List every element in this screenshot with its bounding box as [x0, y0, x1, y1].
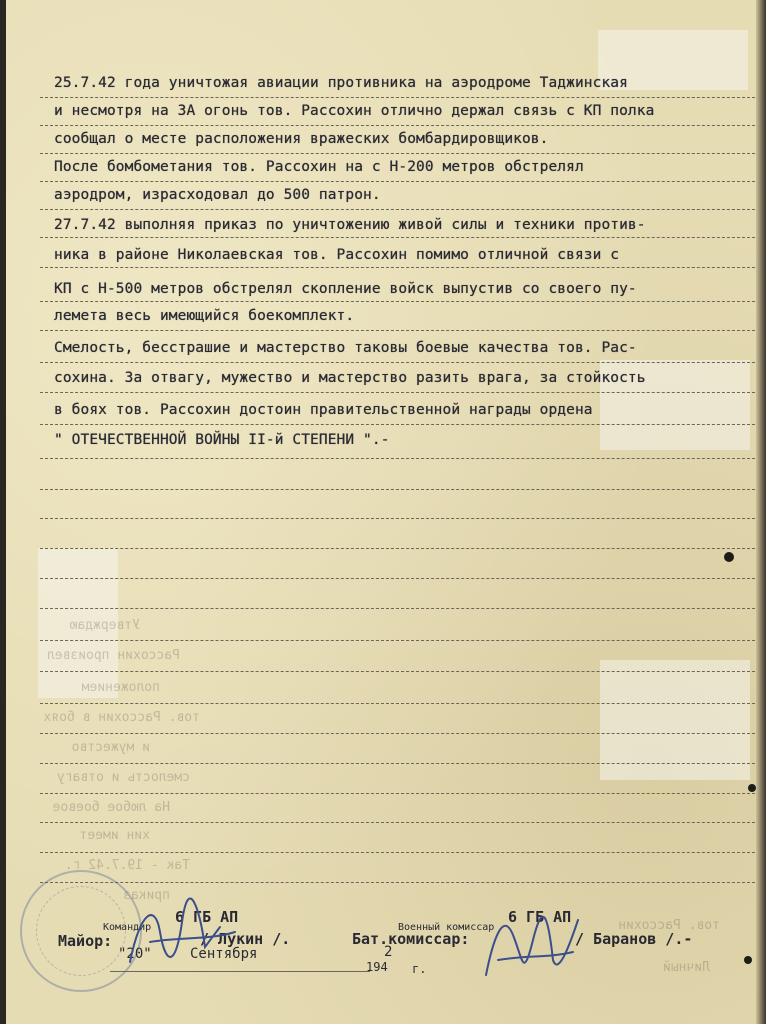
commissar-name: / Баранов /.- — [575, 930, 693, 948]
ruled-line — [40, 458, 755, 459]
body-line: 27.7.42 выполняя приказ по уничтожению живой силы и техники против- — [54, 217, 646, 233]
body-line: в боях тов. Рассохин достоин правительственной награды ордена — [54, 402, 593, 418]
ruled-line — [40, 267, 755, 268]
ruled-line — [40, 763, 755, 764]
date-day: "20" — [118, 946, 152, 962]
body-line: 25.7.42 года уничтожая авиации противника на аэродроме Таджинская — [54, 75, 628, 91]
body-line: ника в районе Николаевская тов. Рассохин помимо отличной связи с — [54, 247, 620, 263]
ruled-line — [40, 153, 755, 154]
bleed-through-text: Так - 19.7.42 г. — [64, 858, 190, 873]
body-line: КП с Н-500 метров обстрелял скопление войск выпустив со своего пу- — [54, 281, 637, 297]
punch-hole — [744, 956, 752, 964]
ruled-line — [40, 181, 755, 182]
page-right-edge — [756, 0, 766, 1024]
ruled-line — [40, 209, 755, 210]
ruled-line — [40, 640, 755, 641]
ruled-line — [40, 793, 755, 794]
ruled-line — [40, 578, 755, 579]
punch-hole — [724, 552, 734, 562]
body-line: После бомбометания тов. Рассохин на с Н-200 метров обстрелял — [54, 159, 584, 175]
ruled-line — [40, 301, 755, 302]
commander-caption: Командир — [103, 922, 152, 933]
bleed-through-text: положением — [81, 680, 160, 695]
correction-patch — [600, 660, 750, 780]
ruled-line — [40, 852, 755, 853]
commander-unit: 6 ГБ АП — [175, 908, 239, 926]
body-line: лемета весь имеющийся боекомплект. — [54, 308, 355, 324]
commander-signature — [120, 892, 240, 982]
page-left-edge — [0, 0, 6, 1024]
ruled-line — [40, 548, 755, 549]
ruled-line — [40, 97, 755, 98]
body-line: сохина. За отвагу, мужество и мастерство разить врага, за стойкость — [54, 370, 646, 386]
bleed-through-text: тов. Рассохин в боях — [43, 710, 200, 725]
bleed-through-text: Утверждаю — [69, 618, 140, 633]
ruled-line — [40, 362, 755, 363]
commander-name: / Лукин /. — [200, 930, 291, 948]
body-line: аэродром, израсходовал до 500 патрон. — [54, 187, 381, 203]
ruled-line — [40, 518, 755, 519]
ruled-line — [40, 882, 755, 883]
bleed-through-text: тов. Рассохин — [618, 918, 720, 933]
ruled-line — [40, 330, 755, 331]
ruled-line — [40, 392, 755, 393]
commissar-caption: Военный комиссар — [398, 922, 495, 933]
award-name-line: " ОТЕЧЕСТВЕННОЙ ВОЙНЫ II-й СТЕПЕНИ ".- — [54, 432, 390, 448]
date-month: Сентября — [190, 946, 258, 962]
ruled-line — [40, 125, 755, 126]
commissar-rank: Бат.комиссар: — [352, 930, 470, 948]
date-year-suffix: г. — [412, 962, 427, 976]
date-year: 194 — [366, 960, 388, 974]
body-line: сообщал о месте расположения вражеских бомбардировщиков. — [54, 131, 549, 147]
bleed-through-text: и мужество — [71, 740, 150, 755]
bleed-through-text: хин имеет — [79, 828, 150, 843]
ruled-line — [40, 733, 755, 734]
ruled-line — [40, 424, 755, 425]
commissar-signature — [478, 900, 588, 990]
ruled-line — [40, 608, 755, 609]
ruled-line — [40, 489, 755, 490]
ruled-line — [40, 671, 755, 672]
ruled-line — [40, 237, 755, 238]
body-line: и несмотря на ЗА огонь тов. Рассохин отлично держал связь с КП полка — [54, 103, 655, 119]
bleed-through-text: Рассохин произвел — [46, 648, 180, 663]
bleed-through-text: смелость и отвагу — [56, 770, 190, 785]
commissar-mark: 2 — [384, 944, 393, 960]
commander-rank: Майор: — [58, 932, 113, 950]
body-line: Смелость, бесстрашие и мастерство таковы боевые качества тов. Рас- — [54, 340, 637, 356]
commissar-unit: 6 ГБ АП — [508, 908, 572, 926]
ruled-line — [40, 822, 755, 823]
bleed-through-text: приказ — [123, 888, 170, 903]
ruled-line — [40, 703, 755, 704]
punch-hole — [748, 784, 756, 792]
bleed-through-text: На любое боевое — [52, 800, 170, 815]
bleed-through-text: Личный — [663, 960, 710, 975]
